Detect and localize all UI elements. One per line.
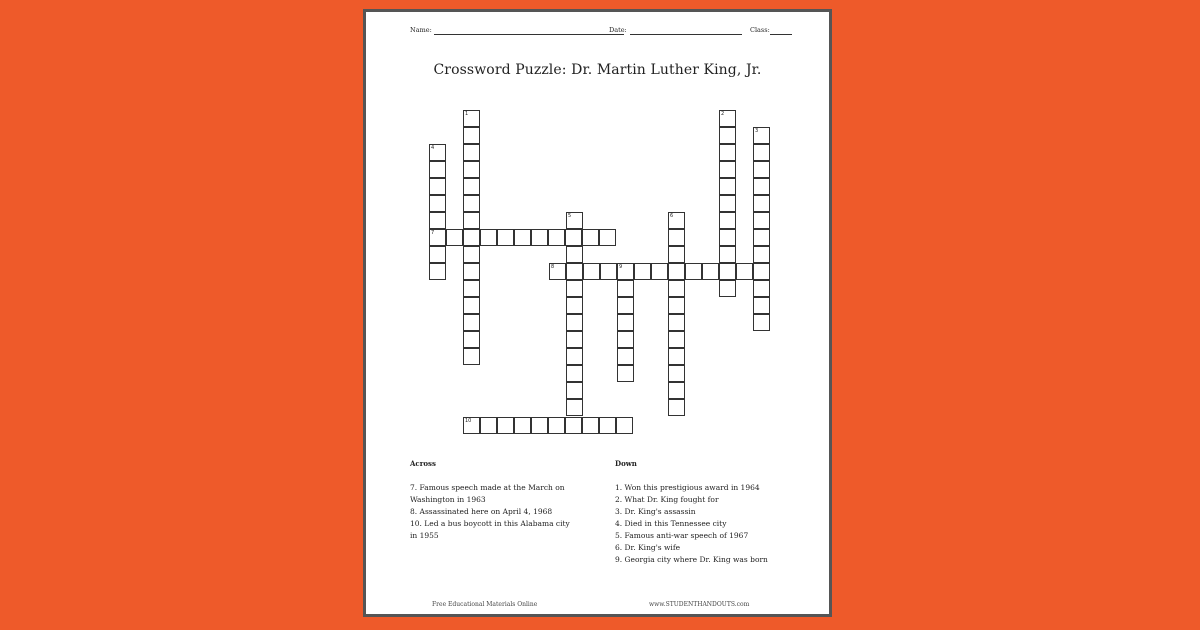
crossword-cell[interactable]	[668, 382, 685, 399]
across-heading: Across	[410, 459, 436, 468]
crossword-cell[interactable]	[600, 263, 617, 280]
crossword-cell[interactable]	[719, 246, 736, 263]
down-clue: 2. What Dr. King fought for	[615, 495, 719, 504]
crossword-cell[interactable]	[617, 280, 634, 297]
date-line	[630, 34, 742, 35]
clue-number: 3	[755, 128, 759, 134]
crossword-cell[interactable]	[753, 127, 770, 144]
crossword-cell[interactable]	[429, 144, 446, 161]
across-clue: 8. Assassinated here on April 4, 1968	[410, 507, 553, 516]
down-heading: Down	[615, 459, 637, 468]
crossword-cell[interactable]	[566, 212, 583, 229]
crossword-cell[interactable]	[497, 417, 514, 434]
name-line	[434, 34, 624, 35]
crossword-cell[interactable]	[668, 365, 685, 382]
crossword-cell[interactable]	[548, 229, 565, 246]
class-label: Class:	[750, 26, 770, 34]
down-clue: 5. Famous anti-war speech of 1967	[615, 531, 749, 540]
crossword-cell[interactable]	[463, 297, 480, 314]
crossword-cell[interactable]	[463, 144, 480, 161]
down-clue: 9. Georgia city where Dr. King was born	[615, 555, 768, 564]
crossword-cell[interactable]	[668, 348, 685, 365]
clue-number: 8	[551, 264, 555, 270]
crossword-cell[interactable]	[566, 263, 583, 280]
clue-number: 1	[465, 111, 469, 117]
clue-number: 7	[431, 230, 435, 236]
crossword-cell[interactable]	[429, 161, 446, 178]
crossword-cell[interactable]	[429, 178, 446, 195]
crossword-cell[interactable]	[566, 399, 583, 416]
crossword-cell[interactable]	[429, 229, 446, 246]
crossword-cell[interactable]	[480, 229, 497, 246]
crossword-cell[interactable]	[531, 229, 548, 246]
crossword-cell[interactable]	[753, 178, 770, 195]
crossword-cell[interactable]	[736, 263, 753, 280]
crossword-cell[interactable]	[566, 297, 583, 314]
crossword-cell[interactable]	[753, 280, 770, 297]
crossword-cell[interactable]	[668, 263, 685, 280]
crossword-cell[interactable]	[617, 314, 634, 331]
crossword-cell[interactable]	[702, 263, 719, 280]
clue-number: 4	[431, 145, 435, 151]
crossword-cell[interactable]	[565, 417, 582, 434]
crossword-cell[interactable]	[566, 314, 583, 331]
crossword-cell[interactable]	[463, 229, 480, 246]
crossword-cell[interactable]	[429, 246, 446, 263]
crossword-cell[interactable]	[753, 314, 770, 331]
crossword-cell[interactable]	[566, 365, 583, 382]
down-clue: 3. Dr. King's assassin	[615, 507, 696, 516]
crossword-cell[interactable]	[514, 417, 531, 434]
crossword-cell[interactable]	[463, 195, 480, 212]
crossword-cell[interactable]	[634, 263, 651, 280]
crossword-cell[interactable]	[463, 212, 480, 229]
crossword-cell[interactable]	[668, 331, 685, 348]
crossword-cell[interactable]	[582, 417, 599, 434]
crossword-cell[interactable]	[668, 229, 685, 246]
clue-number: 6	[670, 213, 674, 219]
across-clue: 7. Famous speech made at the March on	[410, 483, 565, 492]
crossword-cell[interactable]	[463, 280, 480, 297]
crossword-cell[interactable]	[463, 331, 480, 348]
across-clue: Washington in 1963	[410, 495, 486, 504]
crossword-cell[interactable]	[514, 229, 531, 246]
crossword-cell[interactable]	[566, 280, 583, 297]
crossword-cell[interactable]	[565, 229, 582, 246]
crossword-cell[interactable]	[753, 161, 770, 178]
crossword-cell[interactable]	[463, 127, 480, 144]
crossword-cell[interactable]	[719, 280, 736, 297]
crossword-cell[interactable]	[463, 263, 480, 280]
crossword-cell[interactable]	[719, 229, 736, 246]
crossword-cell[interactable]	[753, 144, 770, 161]
crossword-cell[interactable]	[719, 161, 736, 178]
crossword-cell[interactable]	[463, 178, 480, 195]
crossword-cell[interactable]	[668, 314, 685, 331]
crossword-cell[interactable]	[719, 263, 736, 280]
crossword-cell[interactable]	[463, 161, 480, 178]
down-clue: 6. Dr. King's wife	[615, 543, 681, 552]
worksheet-page	[363, 9, 832, 617]
crossword-cell[interactable]	[668, 399, 685, 416]
crossword-cell[interactable]	[497, 229, 514, 246]
crossword-cell[interactable]	[617, 331, 634, 348]
crossword-cell[interactable]	[463, 348, 480, 365]
crossword-cell[interactable]	[719, 127, 736, 144]
crossword-cell[interactable]	[566, 246, 583, 263]
crossword-cell[interactable]	[651, 263, 668, 280]
crossword-cell[interactable]	[719, 212, 736, 229]
crossword-cell[interactable]	[599, 417, 616, 434]
crossword-cell[interactable]	[668, 246, 685, 263]
crossword-cell[interactable]	[429, 263, 446, 280]
crossword-cell[interactable]	[429, 212, 446, 229]
crossword-cell[interactable]	[549, 263, 566, 280]
crossword-cell[interactable]	[719, 178, 736, 195]
crossword-cell[interactable]	[685, 263, 702, 280]
crossword-cell[interactable]	[548, 417, 565, 434]
name-label: Name:	[410, 26, 432, 34]
clue-number: 10	[465, 418, 472, 424]
crossword-cell[interactable]	[463, 110, 480, 127]
crossword-cell[interactable]	[668, 212, 685, 229]
footer-right: www.STUDENTHANDOUTS.com	[649, 601, 750, 608]
crossword-cell[interactable]	[463, 246, 480, 263]
footer-left: Free Educational Materials Online	[432, 601, 538, 608]
crossword-cell[interactable]	[719, 195, 736, 212]
class-line	[770, 34, 792, 35]
crossword-cell[interactable]	[566, 348, 583, 365]
crossword-cell[interactable]	[617, 348, 634, 365]
crossword-cell[interactable]	[753, 297, 770, 314]
down-clue: 1. Won this prestigious award in 1964	[615, 483, 760, 492]
crossword-cell[interactable]	[617, 365, 634, 382]
date-label: Date:	[609, 26, 627, 34]
across-clue: 10. Led a bus boycott in this Alabama city	[410, 519, 570, 528]
clue-number: 5	[568, 213, 572, 219]
crossword-cell[interactable]	[719, 144, 736, 161]
crossword-cell[interactable]	[617, 263, 634, 280]
clue-number: 9	[619, 264, 623, 270]
crossword-cell[interactable]	[582, 229, 599, 246]
crossword-cell[interactable]	[753, 195, 770, 212]
crossword-cell[interactable]	[480, 417, 497, 434]
crossword-cell[interactable]	[463, 314, 480, 331]
crossword-cell[interactable]	[668, 280, 685, 297]
crossword-cell[interactable]	[463, 417, 480, 434]
crossword-cell[interactable]	[753, 263, 770, 280]
down-clue: 4. Died in this Tennessee city	[615, 519, 727, 528]
crossword-cell[interactable]	[719, 110, 736, 127]
clue-number: 2	[721, 111, 725, 117]
crossword-cell[interactable]	[616, 417, 633, 434]
crossword-cell[interactable]	[617, 297, 634, 314]
crossword-cell[interactable]	[753, 229, 770, 246]
crossword-cell[interactable]	[753, 246, 770, 263]
across-clue: in 1955	[410, 531, 439, 540]
crossword-cell[interactable]	[566, 382, 583, 399]
crossword-cell[interactable]	[753, 212, 770, 229]
crossword-cell[interactable]	[446, 229, 463, 246]
crossword-cell[interactable]	[583, 263, 600, 280]
crossword-cell[interactable]	[599, 229, 616, 246]
crossword-cell[interactable]	[429, 195, 446, 212]
crossword-cell[interactable]	[531, 417, 548, 434]
crossword-cell[interactable]	[668, 297, 685, 314]
crossword-cell[interactable]	[566, 331, 583, 348]
page-title: Crossword Puzzle: Dr. Martin Luther King, Jr.	[433, 62, 762, 78]
